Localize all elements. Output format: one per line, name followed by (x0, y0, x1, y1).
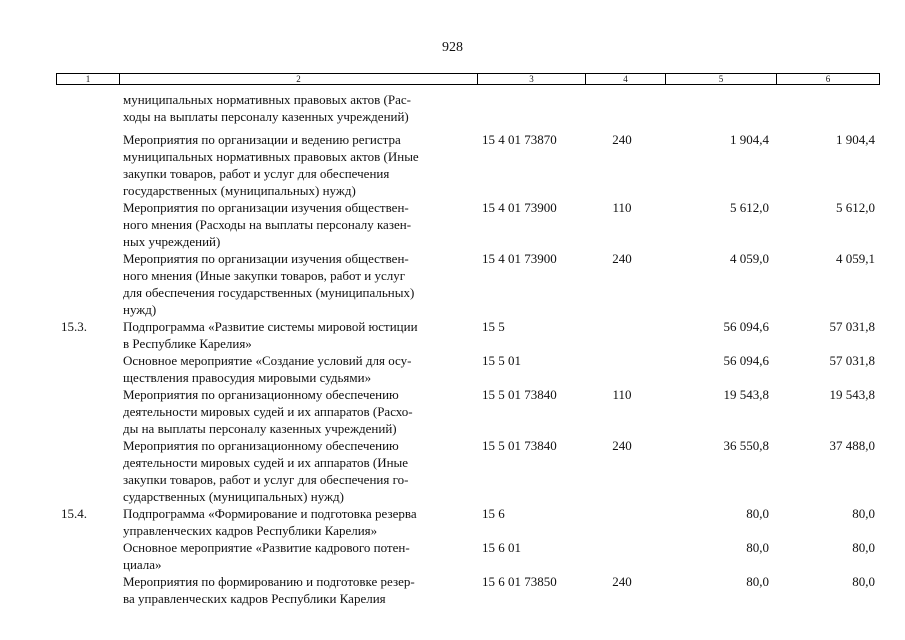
row-value-col5: 36 550,8 (723, 438, 769, 453)
page-number: 928 (442, 40, 463, 55)
row-description (123, 318, 471, 352)
description-line: для обеспечения государственных (муниципальных) (123, 285, 415, 300)
description-line: ного мнения (Иные закупки товаров, работ и услуг (123, 268, 406, 283)
description-line: ходы на выплаты персоналу казенных учреждений) (123, 109, 409, 124)
row-code: 15 6 01 (482, 540, 521, 555)
row-value-col6: 1 904,4 (836, 132, 875, 147)
row-expense-type: 110 (612, 200, 632, 215)
row-value-col6: 4 059,1 (836, 251, 875, 266)
row-code: 15 5 (482, 319, 505, 334)
row-value-col6: 37 488,0 (829, 438, 875, 453)
row-value-col5: 1 904,4 (730, 132, 769, 147)
row-description (123, 199, 471, 250)
row-number: 15.4. (61, 506, 87, 521)
description-line: ного мнения (Расходы на выплаты персоналу казен- (123, 217, 412, 232)
row-code: 15 4 01 73900 (482, 251, 557, 266)
description-line: Мероприятия по организации изучения обществен- (123, 251, 409, 266)
description-line: Подпрограмма «Формирование и подготовка резерва (123, 506, 417, 521)
description-line: закупки товаров, работ и услуг для обеспечения го- (123, 472, 409, 487)
row-value-col6: 19 543,8 (829, 387, 875, 402)
row-description (123, 437, 471, 505)
header-col-4: 4 (585, 74, 665, 84)
row-code: 15 5 01 73840 (482, 387, 557, 402)
row-expense-type: 240 (612, 132, 632, 147)
row-value-col5: 56 094,6 (723, 353, 769, 368)
description-line: закупки товаров, работ и услуг для обеспечения (123, 166, 390, 181)
row-number: 15.3. (61, 319, 87, 334)
description-line: ществления правосудия мировыми судьями» (123, 370, 372, 385)
row-code: 15 4 01 73870 (482, 132, 557, 147)
row-value-col6: 80,0 (852, 574, 875, 589)
description-line: Мероприятия по формированию и подготовке резер- (123, 574, 415, 589)
row-expense-type: 240 (612, 574, 632, 589)
description-line: деятельности мировых судей и их аппаратов (Расхо- (123, 404, 413, 419)
row-expense-type: 110 (612, 387, 632, 402)
row-expense-type: 240 (612, 438, 632, 453)
header-col-3: 3 (477, 74, 585, 84)
description-line: Основное мероприятие «Развитие кадрового потен- (123, 540, 410, 555)
row-value-col6: 80,0 (852, 506, 875, 521)
description-line: ва управленческих кадров Республики Карелия (123, 591, 386, 606)
row-description (123, 539, 471, 573)
row-value-col5: 4 059,0 (730, 251, 769, 266)
description-line: ды на выплаты персоналу казенных учреждений) (123, 421, 397, 436)
header-col-1: 1 (85, 74, 91, 84)
row-value-col6: 57 031,8 (829, 319, 875, 334)
row-value-col5: 80,0 (746, 506, 769, 521)
description-line: государственных (муниципальных) нужд) (123, 183, 356, 198)
description-line: муниципальных нормативных правовых актов (Иные (123, 149, 419, 164)
row-description (123, 573, 471, 607)
description-line: управленческих кадров Республики Карелия» (123, 523, 378, 538)
row-description (123, 250, 471, 318)
row-expense-type: 240 (612, 251, 632, 266)
row-description (123, 352, 471, 386)
row-code: 15 6 (482, 506, 505, 521)
table-header (56, 73, 880, 85)
row-code: 15 5 01 73840 (482, 438, 557, 453)
row-code: 15 6 01 73850 (482, 574, 557, 589)
description-line: Основное мероприятие «Создание условий для осу- (123, 353, 412, 368)
row-code: 15 4 01 73900 (482, 200, 557, 215)
description-line: нужд) (123, 302, 157, 317)
description-line: ных учреждений) (123, 234, 221, 249)
row-value-col6: 80,0 (852, 540, 875, 555)
row-value-col5: 19 543,8 (723, 387, 769, 402)
row-value-col5: 56 094,6 (723, 319, 769, 334)
row-description (123, 386, 471, 437)
row-value-col6: 5 612,0 (836, 200, 875, 215)
row-description (123, 91, 471, 125)
row-value-col5: 80,0 (746, 574, 769, 589)
row-value-col5: 5 612,0 (730, 200, 769, 215)
description-line: Мероприятия по организационному обеспечению (123, 387, 399, 402)
header-col-2: 2 (119, 74, 477, 84)
description-line: Мероприятия по организации изучения обществен- (123, 200, 409, 215)
row-description (123, 505, 471, 539)
header-col-6: 6 (776, 74, 879, 84)
row-description (123, 131, 471, 199)
row-value-col6: 57 031,8 (829, 353, 875, 368)
description-line: циала» (123, 557, 162, 572)
description-line: муниципальных нормативных правовых актов (Рас- (123, 92, 411, 107)
row-code: 15 5 01 (482, 353, 521, 368)
description-line: сударственных (муниципальных) нужд) (123, 489, 344, 504)
description-line: деятельности мировых судей и их аппаратов (Иные (123, 455, 409, 470)
header-col-5: 5 (665, 74, 776, 84)
description-line: в Республике Карелия» (123, 336, 252, 351)
description-line: Мероприятия по организационному обеспечению (123, 438, 399, 453)
description-line: Мероприятия по организации и ведению регистра (123, 132, 401, 147)
description-line: Подпрограмма «Развитие системы мировой юстиции (123, 319, 418, 334)
row-value-col5: 80,0 (746, 540, 769, 555)
